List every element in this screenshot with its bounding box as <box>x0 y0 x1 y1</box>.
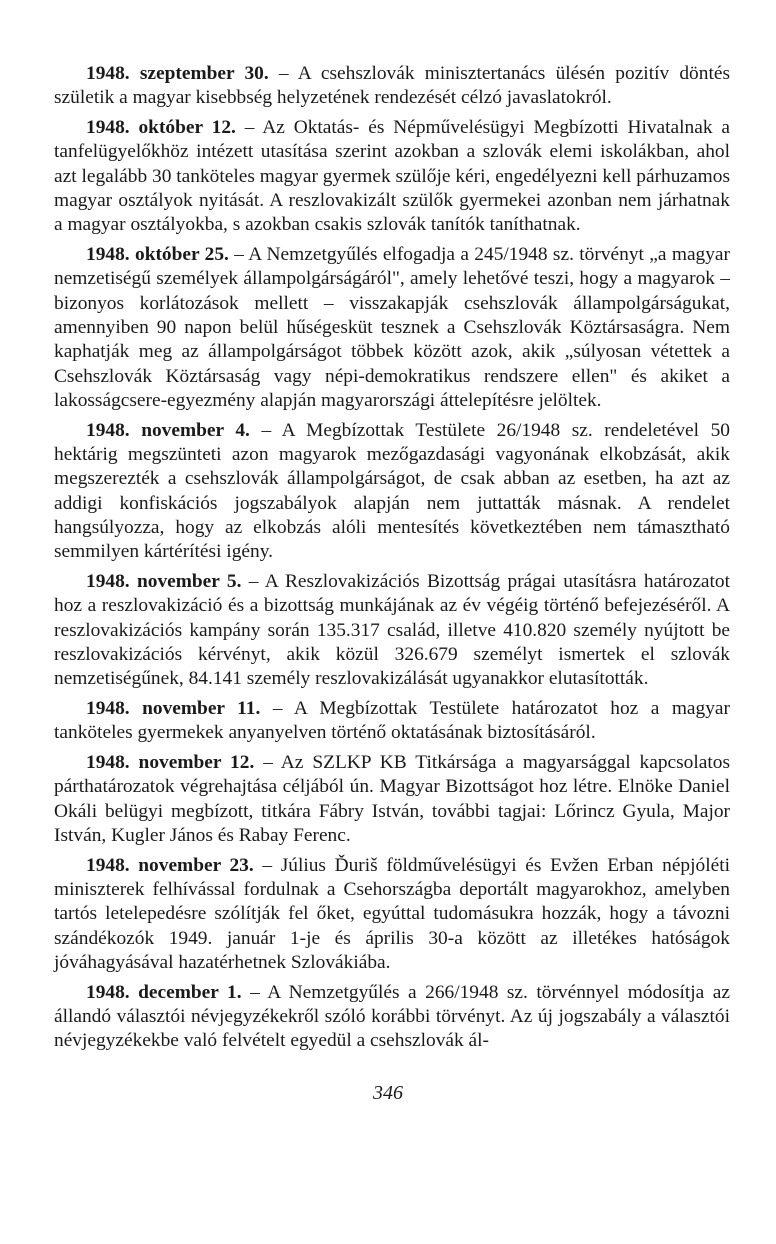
chronology-entry-1948-11-04 <box>54 419 730 565</box>
entry-date: 1948. november 4. <box>86 419 250 441</box>
entry-date: 1948. november 12. <box>86 752 255 774</box>
chronology-entry-1948-11-11 <box>54 697 730 746</box>
chronology-entry-1948-10-25 <box>54 243 730 413</box>
page-number: 346 <box>373 1082 403 1104</box>
entry-date: 1948. szeptember 30. <box>86 63 269 84</box>
entry-text: – A Nemzetgyűlés elfogadja a 245/1948 sz. törvényt „a magyar nemzetiségű személyek állampolgárságáról", amely lehetővé teszi, hogy a magyarok – bizonyos korlátozások mellett – visszakapják csehszlovák állampolgárságukat, amennyiben 90 napon belül hűségesküt tesznek a Csehszlovák Köztársaságra. Nem kaphatják meg az állampolgárságot többek között azok, akik „súlyosan vétettek a Csehszlovák Köztársaság vagy népi-demokratikus rendszere ellen" és akiket a lakosságcsere-egyezmény alapján magyarországi áttelepítésre jelöltek. <box>54 244 731 411</box>
chronology-entry-1948-11-23 <box>54 854 730 975</box>
page-body <box>54 62 730 1059</box>
chronology-entry-1948-12-01 <box>54 981 730 1054</box>
entry-date: 1948. november 23. <box>86 854 254 876</box>
chronology-entry-1948-11-05 <box>54 570 730 691</box>
entry-text: – A csehszlovák minisztertanács ülésén pozitív döntés születik a magyar kisebbség helyzetének rendezését célzó javaslatokról. <box>54 63 730 109</box>
entry-date: 1948. november 11. <box>86 697 261 719</box>
entry-text: – Az SZLKP KB Titkársága a magyarsággal kapcsolatos párthatározatok végrehajtása céljából ún. Magyar Bizottságot hoz létre. Elnöke Daniel Okáli belügyi megbízott, titkára Fábry István, további tagjai: Lőrincz Gyula, Major István, Kugler János és Rabay Ferenc. <box>54 752 730 846</box>
entry-date: 1948. október 25. <box>86 244 229 266</box>
entry-date: 1948. december 1. <box>86 981 242 1003</box>
chronology-entry-1948-10-12 <box>54 116 730 237</box>
entry-text: – Július Ďuriš földművelésügyi és Evžen Erban népjóléti miniszterek felhívással fordulnak a Csehországba deportált magyarokhoz, amelyben tartós letelepedésre szólítják fel őket, egyúttal tudomásukra hozzák, hogy a távozni szándékozók 1949. január 1-je és április 30-a között az illetékes hatóságok jóváhagyásával hazatérhetnek Szlovákiába. <box>54 854 730 973</box>
entry-text: – A Nemzetgyűlés a 266/1948 sz. törvénnyel módosítja az állandó választói névjegyzékekről szóló korábbi törvényt. Az új jogszabály a választói névjegyzékekbe való felvételt egyedül a csehszlovák ál- <box>54 981 730 1052</box>
entry-date: 1948. október 12. <box>86 117 236 139</box>
entry-date: 1948. november 5. <box>86 570 242 592</box>
chronology-entry-1948-09-30 <box>54 62 730 111</box>
entry-text: – A Megbízottak Testülete 26/1948 sz. rendeletével 50 hektárig megszünteti azon magyarok mezőgazdasági vagyonának elkobzását, akik megszerezték a csehszlovák állampolgárságot, de csak abban az esetben, ha azt az addigi konfiskációs jogszabályok alapján nem juttatták másnak. A rendelet hangsúlyozza, hogy az elkobzás alóli mentesítés következtében nem támasztható semmilyen kártérítési igény. <box>54 419 730 563</box>
entry-text: – A Reszlovakizációs Bizottság prágai utasításra határozatot hoz a reszlovakizáció és a bizottság munkájának az év végéig történő befejezéséről. A reszlovakizációs kampány során 135.317 család, illetve 410.820 személy nyújtott be reszlovakizációs kérvényt, akik közül 326.679 személyt ismertek el szlovák nemzetiségűnek, 84.141 személy reszlovakizálását ugyanakkor elutasították. <box>54 570 731 690</box>
entry-text: – A Megbízottak Testülete határozatot hoz a magyar tanköteles gyermekek anyanyelven történő oktatásának biztosításáról. <box>54 697 730 744</box>
entry-text: – Az Oktatás- és Népművelésügyi Megbízotti Hivatalnak a tanfelügyelőkhöz intézett utasítása szerint azokban a szlovák elemi iskolákban, ahol azt legalább 30 tanköteles magyar gyermek szülője kéri, engedélyezni kell párhuzamos magyar osztályok nyitását. A reszlovakizált szülők gyermekei azonban nem járhatnak a magyar osztályokba, s azokban csakis szlovák tanítók taníthatnak. <box>54 117 730 236</box>
chronology-entry-1948-11-12 <box>54 751 730 848</box>
